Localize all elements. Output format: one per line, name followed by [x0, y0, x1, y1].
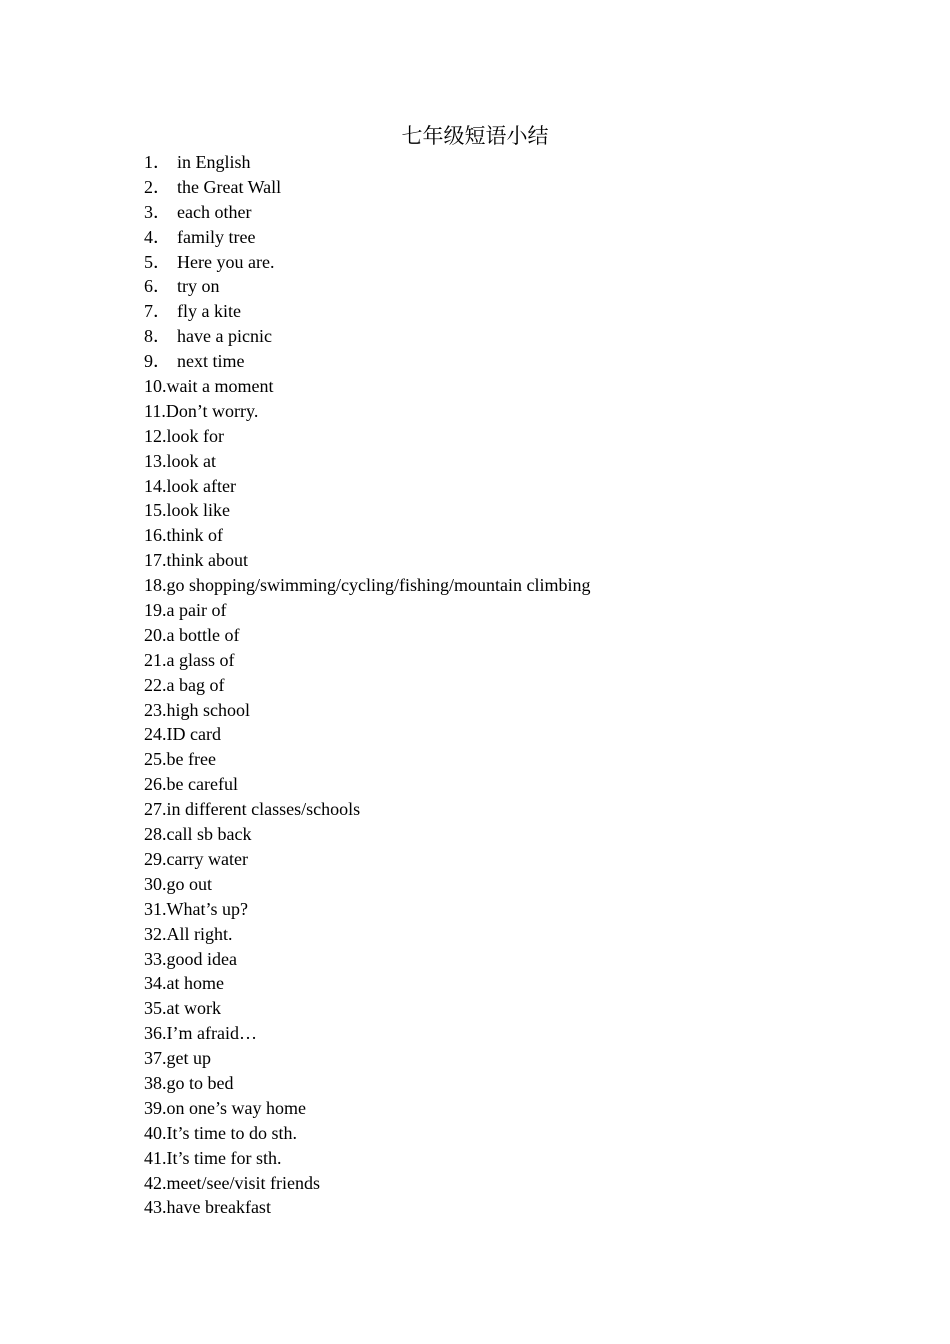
phrase-item	[144, 498, 590, 523]
phrase-item	[144, 200, 590, 225]
phrase-text: be free	[166, 749, 216, 770]
phrase-item	[144, 971, 590, 996]
phrase-item	[144, 449, 590, 474]
phrase-text: go shopping/swimming/cycling/fishing/mountain climbing	[166, 575, 591, 596]
phrase-text: in English	[177, 152, 251, 172]
phrase-text: have a picnic	[177, 326, 272, 347]
phrase-text: a glass of	[166, 649, 235, 670]
phrase-item	[144, 1171, 590, 1196]
phrase-item	[144, 374, 590, 399]
phrase-item	[144, 922, 590, 947]
phrase-item	[144, 947, 590, 972]
phrase-text: have breakfast	[166, 1197, 271, 1218]
phrase-text: family tree	[177, 226, 256, 247]
phrase-number: 7．	[144, 301, 171, 322]
phrase-item	[144, 150, 590, 175]
phrase-number: 11.	[144, 400, 166, 421]
phrase-number: 20.	[144, 624, 167, 645]
phrase-number: 40.	[144, 1122, 167, 1143]
phrase-number: 30.	[144, 873, 167, 894]
phrase-number: 29.	[144, 848, 167, 869]
phrase-text: ID card	[166, 724, 221, 745]
phrase-text: What’s up?	[166, 898, 248, 919]
phrase-item	[144, 797, 590, 822]
phrase-item	[144, 399, 590, 424]
phrase-text: go out	[166, 873, 213, 894]
phrase-number: 18.	[144, 575, 167, 596]
phrase-item	[144, 872, 590, 897]
phrase-number: 22.	[144, 674, 167, 695]
phrase-number: 36.	[144, 1023, 167, 1044]
phrase-item	[144, 424, 590, 449]
phrase-item	[144, 274, 590, 299]
phrase-item	[144, 847, 590, 872]
phrase-text: at work	[166, 998, 221, 1019]
phrase-item	[144, 747, 590, 772]
phrase-text: next time	[177, 351, 245, 372]
phrase-item	[144, 698, 590, 723]
phrase-item	[144, 598, 590, 623]
phrase-number: 43.	[144, 1197, 167, 1218]
phrase-number: 23.	[144, 699, 167, 720]
phrase-number: 13.	[144, 450, 167, 471]
phrase-item	[144, 299, 590, 324]
phrase-item	[144, 175, 590, 200]
phrase-text: meet/see/visit friends	[166, 1172, 320, 1193]
page-title: 七年级短语小结	[401, 124, 549, 148]
phrase-text: wait a moment	[166, 376, 274, 397]
phrase-text: fly a kite	[177, 301, 241, 322]
phrase-number: 1．	[144, 152, 171, 172]
phrase-number: 5．	[144, 251, 171, 272]
phrase-item	[144, 673, 590, 698]
phrase-text: I’m afraid…	[166, 1023, 257, 1044]
phrase-item	[144, 648, 590, 673]
phrase-text: think of	[166, 525, 223, 546]
phrase-number: 41.	[144, 1147, 167, 1168]
phrase-item	[144, 822, 590, 847]
phrase-number: 8．	[144, 326, 171, 347]
phrase-number: 12.	[144, 425, 167, 446]
phrase-item	[144, 573, 590, 598]
phrase-number: 16.	[144, 525, 167, 546]
phrase-item	[144, 1046, 590, 1071]
phrase-text: call sb back	[166, 824, 252, 845]
phrase-text: It’s time for sth.	[166, 1147, 282, 1168]
phrase-item	[144, 1021, 590, 1046]
phrase-number: 19.	[144, 600, 167, 621]
phrase-item	[144, 250, 590, 275]
phrase-item	[144, 623, 590, 648]
phrase-text: a bottle of	[166, 624, 240, 645]
phrase-number: 31.	[144, 898, 167, 919]
phrase-number: 35.	[144, 998, 167, 1019]
phrase-number: 17.	[144, 550, 167, 571]
phrase-number: 37.	[144, 1048, 167, 1069]
phrase-text: good idea	[166, 948, 237, 969]
phrase-number: 24.	[144, 724, 167, 745]
phrase-text: carry water	[166, 848, 248, 869]
phrase-item	[144, 996, 590, 1021]
phrase-number: 26.	[144, 774, 167, 795]
phrase-item	[144, 324, 590, 349]
phrase-number: 4．	[144, 226, 171, 247]
phrase-item	[144, 474, 590, 499]
phrase-text: look for	[166, 425, 224, 446]
phrase-number: 28.	[144, 824, 167, 845]
phrase-number: 2．	[144, 176, 171, 197]
phrase-text: Don’t worry.	[165, 400, 259, 421]
phrase-text: on one’s way home	[166, 1097, 306, 1118]
phrase-text: It’s time to do sth.	[166, 1122, 297, 1143]
phrase-number: 27.	[144, 799, 167, 820]
phrase-number: 6．	[144, 276, 171, 297]
phrase-item	[144, 523, 590, 548]
phrase-number: 34.	[144, 973, 167, 994]
phrase-item	[144, 1195, 590, 1220]
phrase-number: 42.	[144, 1172, 167, 1193]
phrase-item	[144, 1096, 590, 1121]
phrase-text: high school	[166, 699, 250, 720]
phrase-text: look like	[166, 500, 230, 521]
phrase-number: 39.	[144, 1097, 167, 1118]
phrase-list	[144, 150, 590, 1220]
phrase-item	[144, 772, 590, 797]
phrase-number: 33.	[144, 948, 167, 969]
phrase-number: 21.	[144, 649, 167, 670]
phrase-item	[144, 349, 590, 374]
phrase-text: go to bed	[166, 1072, 234, 1093]
phrase-text: the Great Wall	[177, 176, 282, 197]
phrase-text: a bag of	[166, 674, 225, 695]
phrase-item	[144, 1071, 590, 1096]
phrase-text: All right.	[166, 923, 233, 944]
phrase-text: try on	[177, 276, 220, 297]
phrase-number: 25.	[144, 749, 167, 770]
phrase-text: at home	[166, 973, 224, 994]
phrase-text: in different classes/schools	[166, 799, 361, 820]
phrase-number: 14.	[144, 475, 167, 496]
phrase-item	[144, 722, 590, 747]
phrase-number: 32.	[144, 923, 167, 944]
phrase-number: 15.	[144, 500, 167, 521]
phrase-text: a pair of	[166, 600, 227, 621]
phrase-text: be careful	[166, 774, 238, 795]
phrase-number: 10.	[144, 376, 167, 397]
phrase-text: look after	[166, 475, 236, 496]
phrase-text: Here you are.	[177, 251, 275, 272]
phrase-item	[144, 1121, 590, 1146]
phrase-number: 9．	[144, 351, 171, 372]
phrase-item	[144, 548, 590, 573]
phrase-text: get up	[166, 1048, 211, 1069]
phrase-number: 3．	[144, 201, 171, 222]
phrase-item	[144, 1146, 590, 1171]
phrase-text: think about	[166, 550, 248, 571]
phrase-text: each other	[177, 201, 252, 222]
phrase-number: 38.	[144, 1072, 167, 1093]
phrase-text: look at	[166, 450, 216, 471]
phrase-item	[144, 225, 590, 250]
phrase-item	[144, 897, 590, 922]
